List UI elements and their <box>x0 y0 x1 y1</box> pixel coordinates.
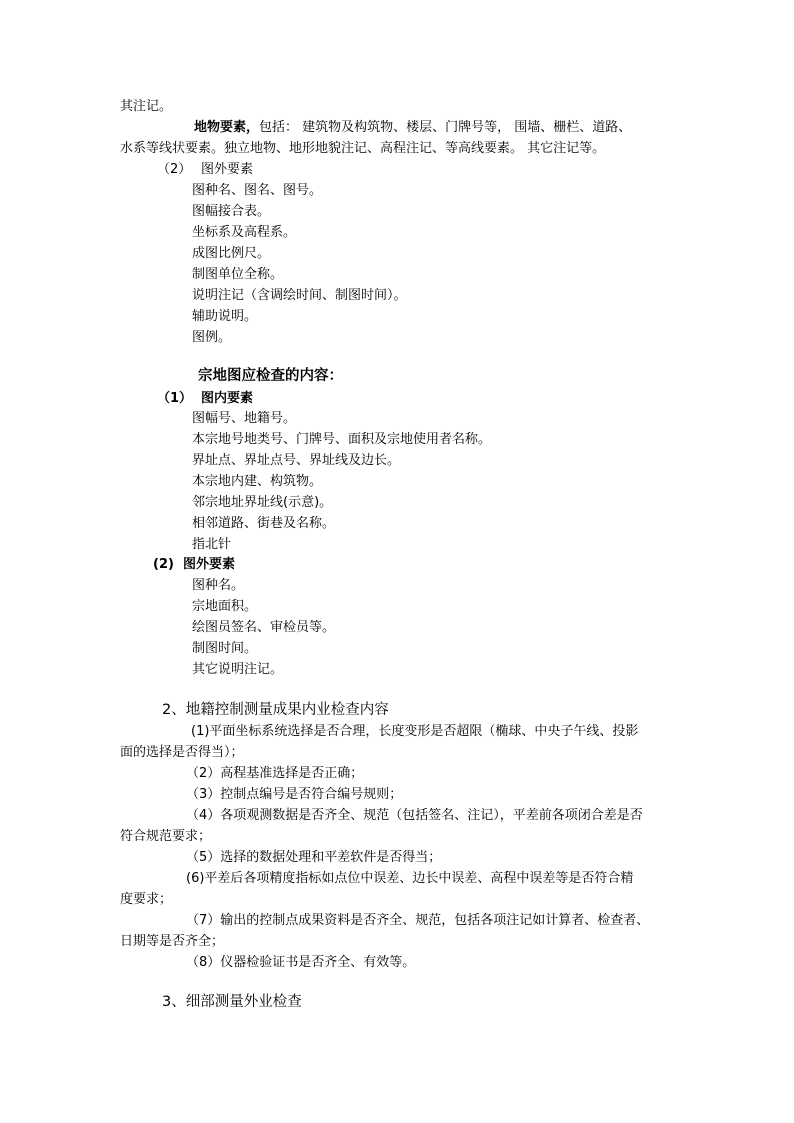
paragraph-line: (1)平面坐标系统选择是否合理，长度变形是否超限（椭球、中央子午线、投影 <box>191 724 639 739</box>
list-item: 邻宗地址界址线(示意)。 <box>192 495 333 510</box>
text-line: 水系等线状要素。独立地物、地形地貌注记、高程注记、等高线要素。 其它注记等。 <box>120 141 606 156</box>
paragraph-line: （2）高程基准选择是否正确； <box>186 766 364 781</box>
paragraph-line: （4）各项观测数据是否齐全、规范（包括签名、注记），平差前各项闭合差是否 <box>186 808 643 823</box>
list-item: 其它说明注记。 <box>192 662 284 677</box>
list-item: 图幅号、地籍号。 <box>192 411 297 426</box>
list-heading: （1） 图内要素 <box>157 391 254 406</box>
section-heading: 2、地籍控制测量成果内业检查内容 <box>162 702 389 718</box>
list-item: 制图时间。 <box>192 641 258 656</box>
text-line: 地物要素，包括： 建筑物及构筑物、楼层、门牌号等， 围墙、栅栏、道路、 <box>194 120 632 135</box>
list-item: 宗地面积。 <box>192 599 258 614</box>
paragraph-line: （3）控制点编号是否符合编号规则； <box>186 787 403 802</box>
list-heading: （2） 图外要素 <box>157 162 254 177</box>
list-heading: (2) 图外要素 <box>153 557 236 572</box>
text-line: 其注记。 <box>120 99 173 114</box>
paragraph-line: 日期等是否齐全； <box>120 934 225 949</box>
list-item: 绘图员签名、审检员等。 <box>192 620 336 635</box>
list-item: 界址点、界址点号、界址线及边长。 <box>192 453 401 468</box>
list-item: 本宗地号地类号、门牌号、面积及宗地使用者名称。 <box>192 432 492 447</box>
list-item: 制图单位全称。 <box>192 267 284 282</box>
paragraph-line: 符合规范要求； <box>120 829 212 844</box>
list-item: 指北针 <box>192 537 232 552</box>
section-heading: 宗地图应检查的内容： <box>198 368 343 384</box>
paragraph-line: 面的选择是否得当）； <box>120 745 244 760</box>
list-item: 说明注记（含调绘时间、制图时间）。 <box>192 288 407 303</box>
list-item: 图种名、图名、图号。 <box>192 183 323 198</box>
list-item: 图幅接合表。 <box>192 204 271 219</box>
list-item: 辅助说明。 <box>192 309 258 324</box>
list-item: 本宗地内建、构筑物。 <box>192 474 323 489</box>
list-item: 图种名。 <box>192 578 245 593</box>
section-heading: 3、细部测量外业检查 <box>162 994 302 1010</box>
paragraph-line: （8）仪器检验证书是否齐全、有效等。 <box>186 955 416 970</box>
list-item: 相邻道路、街巷及名称。 <box>192 516 336 531</box>
paragraph-line: （5）选择的数据处理和平差软件是否得当； <box>186 850 442 865</box>
bold-term: 地物要素， <box>194 120 260 135</box>
paragraph-line: (6)平差后各项精度指标如点位中误差、边长中误差、高程中误差等是否符合精 <box>186 871 634 886</box>
list-item: 成图比例尺。 <box>192 246 271 261</box>
list-item: 坐标系及高程系。 <box>192 225 297 240</box>
list-item: 图例。 <box>192 330 232 345</box>
paragraph-line: 度要求； <box>120 892 173 907</box>
paragraph-line: （7）输出的控制点成果资料是否齐全、规范，包括各项注记如计算者、检查者、 <box>186 913 650 928</box>
